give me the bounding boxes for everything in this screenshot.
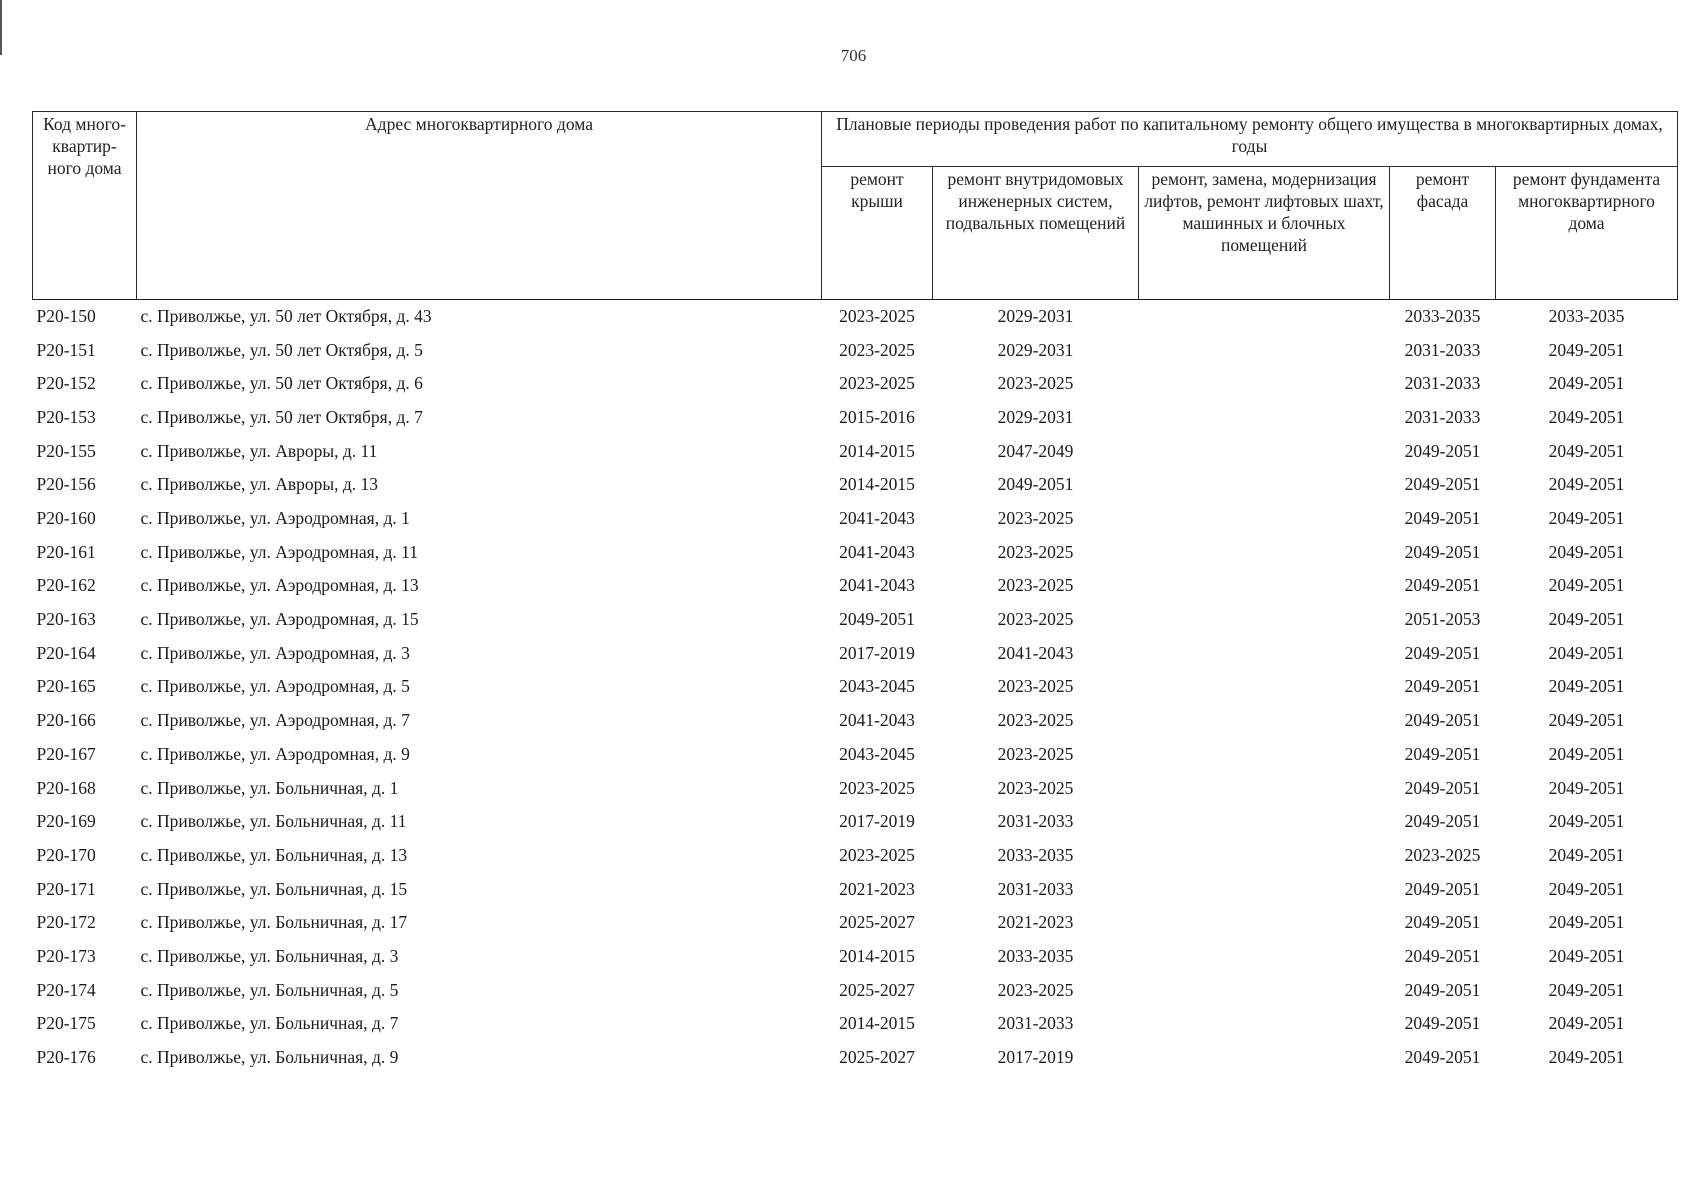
engineering-period-cell: 2021-2023 [997, 912, 1074, 933]
foundation-period-cell: 2033-2035 [1548, 305, 1625, 326]
engineering-period-cell: 2017-2019 [997, 1047, 1074, 1068]
table-row [33, 839, 1678, 873]
table-row [33, 367, 1678, 401]
engineering-period-cell: 2023-2025 [997, 575, 1074, 596]
address-cell: с. Приволжье, ул. Больничная, д. 17 [140, 912, 408, 933]
elevators-period-cell [1139, 772, 1390, 806]
table-row [33, 637, 1678, 671]
elevators-period-cell [1139, 1041, 1390, 1075]
house-code-cell: Р20-165 [36, 676, 96, 697]
roof-period-cell: 2014-2015 [839, 440, 915, 461]
table-row [33, 805, 1678, 839]
house-code-cell: Р20-167 [36, 743, 96, 764]
foundation-period-cell: 2049-2051 [1548, 878, 1625, 899]
foundation-period-cell: 2049-2051 [1548, 642, 1625, 663]
table-row [33, 906, 1678, 940]
engineering-period-cell: 2033-2035 [997, 844, 1074, 865]
roof-period-cell: 2014-2015 [839, 945, 915, 966]
engineering-period-cell: 2029-2031 [997, 339, 1074, 360]
capital-repair-schedule-table [32, 111, 1678, 1075]
house-code-cell: Р20-169 [36, 811, 96, 832]
facade-period-cell: 2049-2051 [1404, 474, 1481, 495]
elevators-period-cell [1139, 468, 1390, 502]
house-code-cell: Р20-161 [36, 541, 96, 562]
house-code-cell: Р20-153 [36, 406, 96, 427]
engineering-period-cell: 2023-2025 [997, 508, 1074, 529]
roof-period-cell: 2017-2019 [839, 811, 915, 832]
facade-period-cell: 2049-2051 [1404, 642, 1481, 663]
header-address: Адрес многоквартирного дома [137, 112, 822, 300]
elevators-period-cell [1139, 401, 1390, 435]
table-row [33, 401, 1678, 435]
roof-period-cell: 2043-2045 [839, 743, 915, 764]
house-code-cell: Р20-152 [36, 373, 96, 394]
facade-period-cell: 2049-2051 [1404, 541, 1481, 562]
elevators-period-cell [1139, 637, 1390, 671]
address-cell: с. Приволжье, ул. Аэродромная, д. 3 [140, 642, 410, 663]
elevators-period-cell [1139, 603, 1390, 637]
foundation-period-cell: 2049-2051 [1548, 676, 1625, 697]
foundation-period-cell: 2049-2051 [1548, 541, 1625, 562]
address-cell: с. Приволжье, ул. Авроры, д. 13 [140, 474, 379, 495]
table-row [33, 873, 1678, 907]
elevators-period-cell [1139, 873, 1390, 907]
foundation-period-cell: 2049-2051 [1548, 811, 1625, 832]
foundation-period-cell: 2049-2051 [1548, 373, 1625, 394]
foundation-period-cell: 2049-2051 [1548, 844, 1625, 865]
address-cell: с. Приволжье, ул. Больничная, д. 9 [140, 1047, 399, 1068]
address-cell: с. Приволжье, ул. 50 лет Октября, д. 7 [140, 406, 423, 427]
house-code-cell: Р20-150 [36, 305, 96, 326]
table-row [33, 536, 1678, 570]
roof-period-cell: 2025-2027 [839, 912, 915, 933]
engineering-period-cell: 2023-2025 [997, 979, 1074, 1000]
facade-period-cell: 2049-2051 [1404, 878, 1481, 899]
foundation-period-cell: 2049-2051 [1548, 710, 1625, 731]
roof-period-cell: 2014-2015 [839, 1013, 915, 1034]
elevators-period-cell [1139, 839, 1390, 873]
roof-period-cell: 2023-2025 [839, 777, 915, 798]
engineering-period-cell: 2031-2033 [997, 1013, 1074, 1034]
engineering-period-cell: 2023-2025 [997, 609, 1074, 630]
house-code-cell: Р20-160 [36, 508, 96, 529]
roof-period-cell: 2023-2025 [839, 844, 915, 865]
roof-period-cell: 2017-2019 [839, 642, 915, 663]
elevators-period-cell [1139, 300, 1390, 334]
facade-period-cell: 2049-2051 [1404, 979, 1481, 1000]
facade-period-cell: 2049-2051 [1404, 811, 1481, 832]
foundation-period-cell: 2049-2051 [1548, 743, 1625, 764]
header-facade: ремонт фасада [1390, 167, 1496, 300]
facade-period-cell: 2031-2033 [1404, 373, 1481, 394]
foundation-period-cell: 2049-2051 [1548, 979, 1625, 1000]
house-code-cell: Р20-168 [36, 777, 96, 798]
table-row [33, 468, 1678, 502]
engineering-period-cell: 2033-2035 [997, 945, 1074, 966]
facade-period-cell: 2051-2053 [1404, 609, 1481, 630]
house-code-cell: Р20-156 [36, 474, 96, 495]
table-row [33, 1007, 1678, 1041]
table-row [33, 974, 1678, 1008]
house-code-cell: Р20-151 [36, 339, 96, 360]
address-cell: с. Приволжье, ул. Авроры, д. 11 [140, 440, 378, 461]
address-cell: с. Приволжье, ул. Аэродромная, д. 11 [140, 541, 418, 562]
address-cell: с. Приволжье, ул. 50 лет Октября, д. 6 [140, 373, 423, 394]
facade-period-cell: 2049-2051 [1404, 508, 1481, 529]
facade-period-cell: 2049-2051 [1404, 743, 1481, 764]
house-code-cell: Р20-170 [36, 844, 96, 865]
facade-period-cell: 2049-2051 [1404, 575, 1481, 596]
engineering-period-cell: 2023-2025 [997, 373, 1074, 394]
address-cell: с. Приволжье, ул. 50 лет Октября, д. 5 [140, 339, 423, 360]
foundation-period-cell: 2049-2051 [1548, 339, 1625, 360]
house-code-cell: Р20-163 [36, 609, 96, 630]
roof-period-cell: 2049-2051 [839, 609, 915, 630]
house-code-cell: Р20-175 [36, 1013, 96, 1034]
address-cell: с. Приволжье, ул. Аэродромная, д. 5 [140, 676, 410, 697]
facade-period-cell: 2023-2025 [1404, 844, 1481, 865]
roof-period-cell: 2041-2043 [839, 575, 915, 596]
engineering-period-cell: 2049-2051 [997, 474, 1074, 495]
foundation-period-cell: 2049-2051 [1548, 406, 1625, 427]
address-cell: с. Приволжье, ул. Больничная, д. 1 [140, 777, 399, 798]
facade-period-cell: 2049-2051 [1404, 1013, 1481, 1034]
address-cell: с. Приволжье, ул. Аэродромная, д. 9 [140, 743, 410, 764]
foundation-period-cell: 2049-2051 [1548, 474, 1625, 495]
address-cell: с. Приволжье, ул. 50 лет Октября, д. 43 [140, 305, 432, 326]
foundation-period-cell: 2049-2051 [1548, 945, 1625, 966]
elevators-period-cell [1139, 1007, 1390, 1041]
elevators-period-cell [1139, 367, 1390, 401]
table-body [33, 300, 1678, 1075]
header-elevators: ремонт, замена, модернизация лифтов, ремонт лифтовых шахт, машинных и блочных помещений [1139, 167, 1390, 300]
table-header [33, 112, 1678, 300]
foundation-period-cell: 2049-2051 [1548, 508, 1625, 529]
facade-period-cell: 2049-2051 [1404, 710, 1481, 731]
elevators-period-cell [1139, 704, 1390, 738]
elevators-period-cell [1139, 805, 1390, 839]
address-cell: с. Приволжье, ул. Больничная, д. 7 [140, 1013, 399, 1034]
foundation-period-cell: 2049-2051 [1548, 777, 1625, 798]
foundation-period-cell: 2049-2051 [1548, 1013, 1625, 1034]
address-cell: с. Приволжье, ул. Аэродромная, д. 15 [140, 609, 419, 630]
engineering-period-cell: 2041-2043 [997, 642, 1074, 663]
table-row [33, 502, 1678, 536]
table-row [33, 704, 1678, 738]
facade-period-cell: 2049-2051 [1404, 912, 1481, 933]
elevators-period-cell [1139, 906, 1390, 940]
roof-period-cell: 2023-2025 [839, 339, 915, 360]
engineering-period-cell: 2029-2031 [997, 305, 1074, 326]
foundation-period-cell: 2049-2051 [1548, 575, 1625, 596]
house-code-cell: Р20-176 [36, 1047, 96, 1068]
elevators-period-cell [1139, 435, 1390, 469]
roof-period-cell: 2023-2025 [839, 373, 915, 394]
table-row [33, 671, 1678, 705]
house-code-cell: Р20-172 [36, 912, 96, 933]
table-row [33, 1041, 1678, 1075]
foundation-period-cell: 2049-2051 [1548, 912, 1625, 933]
foundation-period-cell: 2049-2051 [1548, 1047, 1625, 1068]
engineering-period-cell: 2023-2025 [997, 743, 1074, 764]
roof-period-cell: 2025-2027 [839, 1047, 915, 1068]
table-row [33, 940, 1678, 974]
engineering-period-cell: 2023-2025 [997, 777, 1074, 798]
foundation-period-cell: 2049-2051 [1548, 609, 1625, 630]
engineering-period-cell: 2023-2025 [997, 676, 1074, 697]
engineering-period-cell: 2023-2025 [997, 541, 1074, 562]
table-row [33, 738, 1678, 772]
elevators-period-cell [1139, 536, 1390, 570]
address-cell: с. Приволжье, ул. Больничная, д. 13 [140, 844, 408, 865]
roof-period-cell: 2015-2016 [839, 406, 915, 427]
elevators-period-cell [1139, 974, 1390, 1008]
house-code-cell: Р20-173 [36, 945, 96, 966]
address-cell: с. Приволжье, ул. Больничная, д. 11 [140, 811, 407, 832]
roof-period-cell: 2043-2045 [839, 676, 915, 697]
address-cell: с. Приволжье, ул. Аэродромная, д. 7 [140, 710, 410, 731]
table-row [33, 334, 1678, 368]
house-code-cell: Р20-166 [36, 710, 96, 731]
elevators-period-cell [1139, 334, 1390, 368]
table-row [33, 300, 1678, 334]
header-periods-group: Плановые периоды проведения работ по капитальному ремонту общего имущества в многоквартирных домах, годы [822, 112, 1678, 167]
elevators-period-cell [1139, 502, 1390, 536]
table-row [33, 603, 1678, 637]
header-roof: ремонт крыши [822, 167, 933, 300]
elevators-period-cell [1139, 940, 1390, 974]
roof-period-cell: 2021-2023 [839, 878, 915, 899]
elevators-period-cell [1139, 671, 1390, 705]
house-code-cell: Р20-174 [36, 979, 96, 1000]
elevators-period-cell [1139, 570, 1390, 604]
facade-period-cell: 2031-2033 [1404, 406, 1481, 427]
header-foundation: ремонт фундамента многоквартирного дома [1496, 167, 1678, 300]
facade-period-cell: 2049-2051 [1404, 1047, 1481, 1068]
engineering-period-cell: 2029-2031 [997, 406, 1074, 427]
house-code-cell: Р20-155 [36, 440, 96, 461]
roof-period-cell: 2025-2027 [839, 979, 915, 1000]
address-cell: с. Приволжье, ул. Больничная, д. 3 [140, 945, 399, 966]
facade-period-cell: 2049-2051 [1404, 777, 1481, 798]
facade-period-cell: 2049-2051 [1404, 945, 1481, 966]
roof-period-cell: 2023-2025 [839, 305, 915, 326]
engineering-period-cell: 2031-2033 [997, 878, 1074, 899]
house-code-cell: Р20-164 [36, 642, 96, 663]
facade-period-cell: 2033-2035 [1404, 305, 1481, 326]
roof-period-cell: 2041-2043 [839, 710, 915, 731]
table-row [33, 435, 1678, 469]
header-engineering: ремонт внутридомовых инженерных систем, подвальных помещений [933, 167, 1139, 300]
roof-period-cell: 2041-2043 [839, 541, 915, 562]
engineering-period-cell: 2023-2025 [997, 710, 1074, 731]
roof-period-cell: 2041-2043 [839, 508, 915, 529]
address-cell: с. Приволжье, ул. Больничная, д. 5 [140, 979, 399, 1000]
address-cell: с. Приволжье, ул. Больничная, д. 15 [140, 878, 408, 899]
house-code-cell: Р20-162 [36, 575, 96, 596]
header-code: Код много-квартир-ного дома [33, 112, 137, 300]
address-cell: с. Приволжье, ул. Аэродромная, д. 1 [140, 508, 410, 529]
elevators-period-cell [1139, 738, 1390, 772]
table-row [33, 570, 1678, 604]
facade-period-cell: 2049-2051 [1404, 440, 1481, 461]
address-cell: с. Приволжье, ул. Аэродромная, д. 13 [140, 575, 419, 596]
engineering-period-cell: 2031-2033 [997, 811, 1074, 832]
facade-period-cell: 2049-2051 [1404, 676, 1481, 697]
house-code-cell: Р20-171 [36, 878, 96, 899]
foundation-period-cell: 2049-2051 [1548, 440, 1625, 461]
facade-period-cell: 2031-2033 [1404, 339, 1481, 360]
engineering-period-cell: 2047-2049 [997, 440, 1074, 461]
table-row [33, 772, 1678, 806]
roof-period-cell: 2014-2015 [839, 474, 915, 495]
page-number: 706 [840, 46, 867, 65]
